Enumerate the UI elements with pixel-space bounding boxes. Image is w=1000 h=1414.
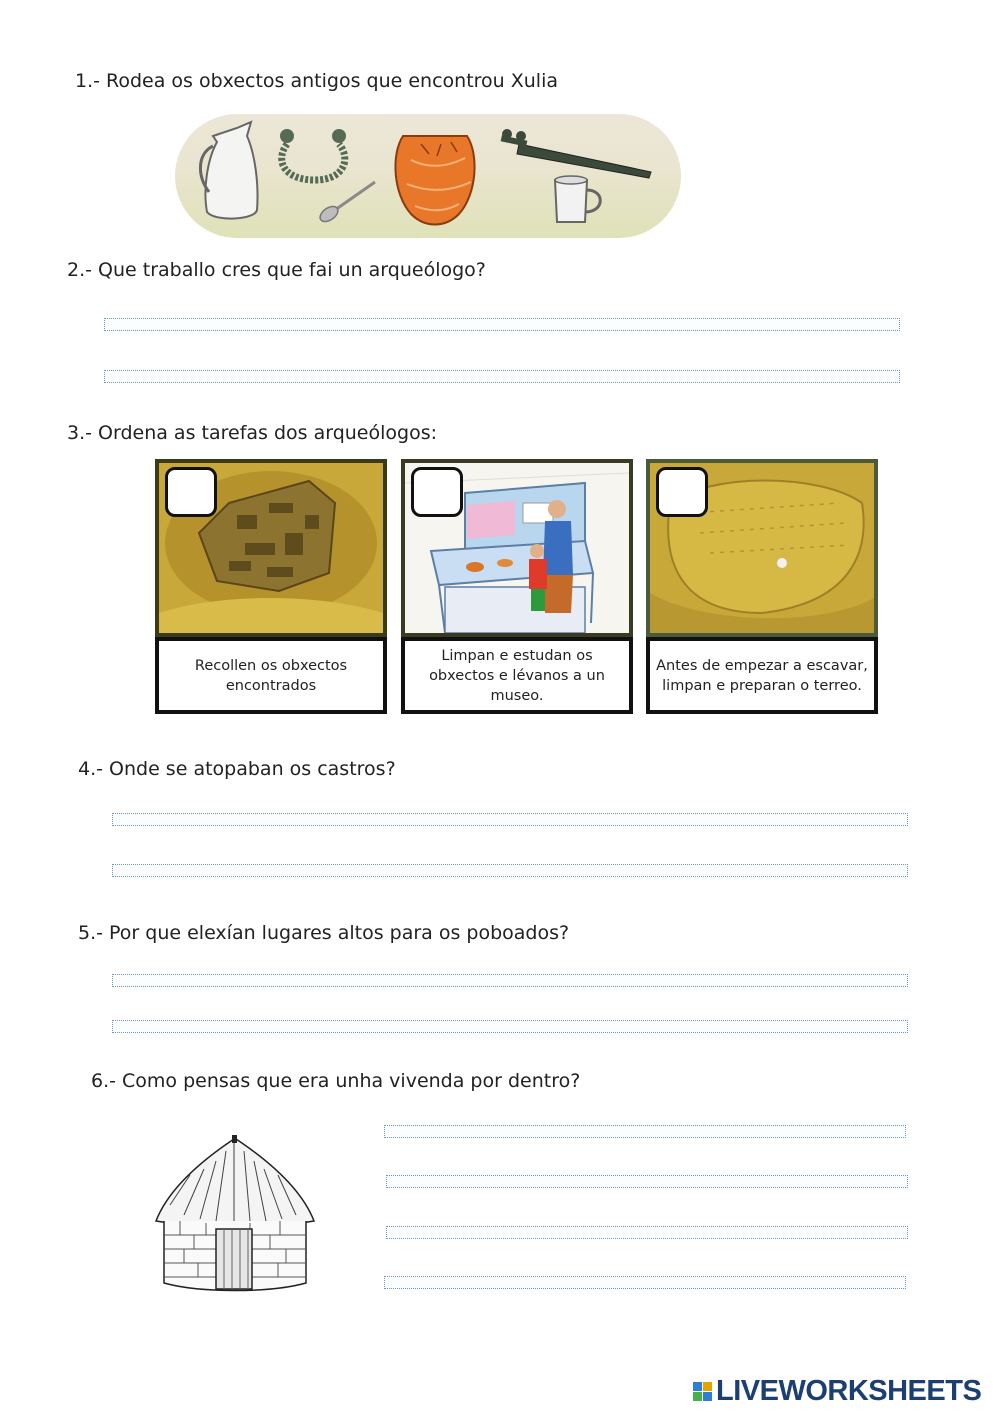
question-5-label: 5.- Por que elexían lugares altos para os poboados? [78, 922, 570, 944]
answer-6-input-4[interactable] [385, 1284, 913, 1295]
answer-5-input-2[interactable] [113, 1028, 915, 1039]
answer-2-input-2[interactable] [105, 378, 907, 389]
task-card-2 [401, 459, 633, 714]
answer-6-input-2[interactable] [387, 1183, 915, 1194]
jug-object[interactable] [200, 122, 257, 219]
question-4-label: 4.- Onde se atopaban os castros? [78, 758, 396, 780]
answer-4-input-1[interactable] [113, 821, 915, 832]
task-card-1 [155, 459, 387, 714]
ceramic-pot-object[interactable] [395, 136, 474, 225]
order-box-2[interactable] [411, 467, 463, 517]
logo-mark-icon [693, 1382, 712, 1401]
mug-object[interactable] [555, 176, 600, 222]
castro-hut-illustration [150, 1135, 320, 1295]
torque-bracelet-object[interactable] [280, 129, 346, 180]
answer-2-line-2[interactable] [104, 370, 900, 383]
ancient-objects-image [175, 114, 681, 238]
answer-2-input-1[interactable] [105, 326, 907, 337]
answer-6-line-3[interactable] [386, 1226, 908, 1239]
answer-5-input-1[interactable] [113, 982, 915, 993]
task-caption-1: Recollen os obxectos encontrados [155, 637, 387, 714]
order-box-3[interactable] [656, 467, 708, 517]
answer-4-line-2[interactable] [112, 864, 908, 877]
answer-4-input-2[interactable] [113, 872, 915, 883]
answer-6-line-4[interactable] [384, 1276, 906, 1289]
question-2-label: 2.- Que traballo cres que fai un arqueólogo? [67, 259, 486, 281]
answer-6-line-1[interactable] [384, 1125, 906, 1138]
answer-6-line-2[interactable] [386, 1175, 908, 1188]
answer-6-input-3[interactable] [387, 1234, 915, 1245]
sword-object[interactable] [501, 129, 651, 178]
question-3-label: 3.- Ordena as tarefas dos arqueólogos: [67, 422, 438, 444]
logo-text: LIVEWORKSHEETS [716, 1374, 982, 1407]
question-1-label: 1.- Rodea os obxectos antigos que encontrou Xulia [75, 70, 559, 92]
answer-5-line-1[interactable] [112, 974, 908, 987]
liveworksheets-logo [693, 1375, 981, 1407]
spoon-object[interactable] [317, 182, 375, 225]
answer-4-line-1[interactable] [112, 813, 908, 826]
question-6-label: 6.- Como pensas que era unha vivenda por dentro? [91, 1070, 581, 1092]
answer-6-input-1[interactable] [385, 1133, 913, 1144]
task-caption-3: Antes de empezar a escavar, limpan e preparan o terreo. [646, 637, 878, 714]
answer-2-line-1[interactable] [104, 318, 900, 331]
order-box-1[interactable] [165, 467, 217, 517]
answer-5-line-2[interactable] [112, 1020, 908, 1033]
task-card-3 [646, 459, 878, 714]
task-caption-2: Limpan e estudan os obxectos e lévanos a un museo. [401, 637, 633, 714]
